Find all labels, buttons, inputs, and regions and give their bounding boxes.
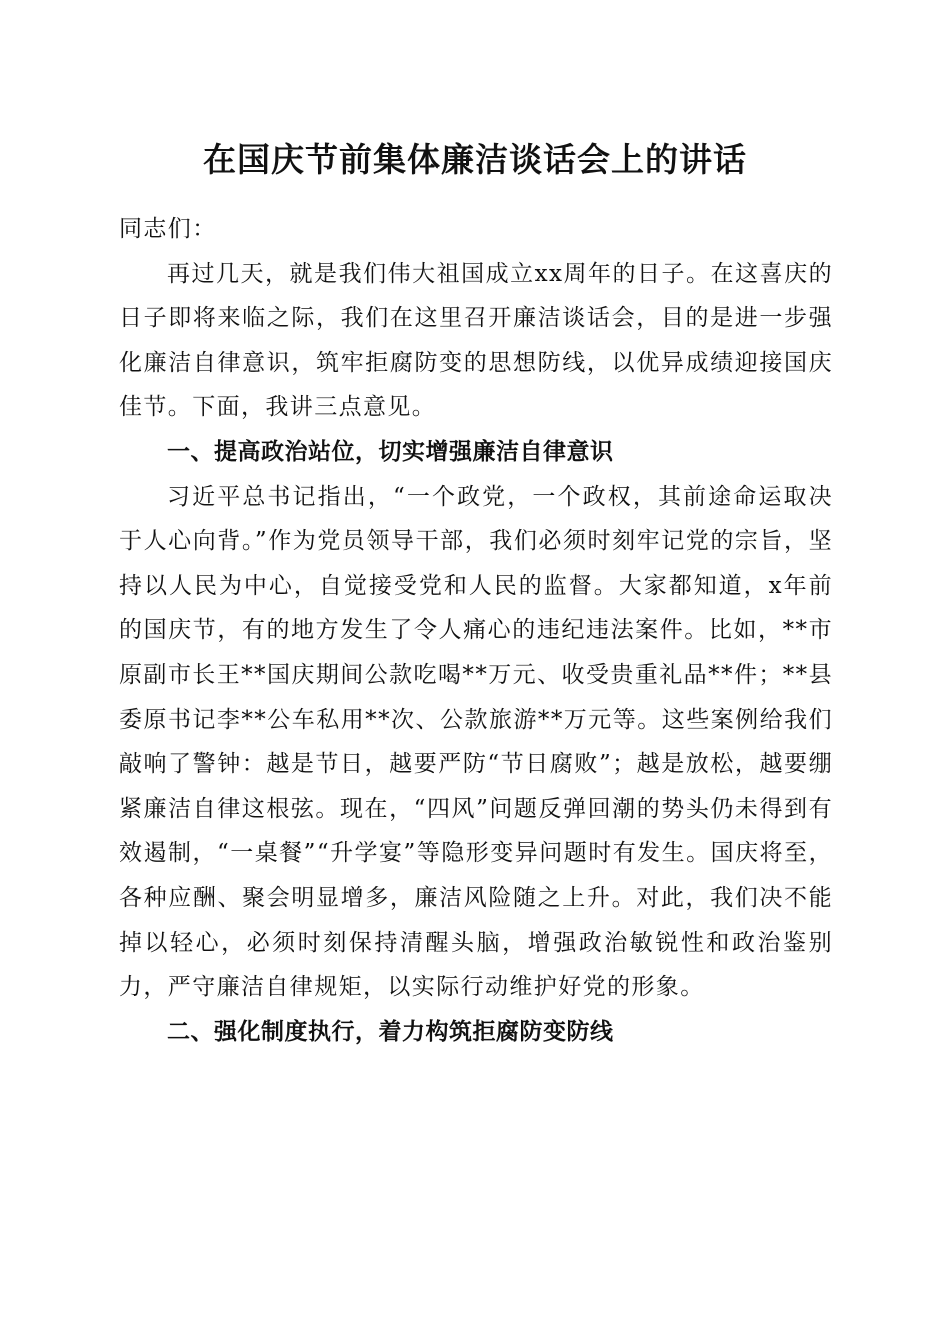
page-title: 在国庆节前集体廉洁谈话会上的讲话 (203, 140, 747, 179)
section-heading-1: 一、提高政治站位，切实增强廉洁自律意识 (167, 438, 614, 465)
greeting: 同志们： (119, 216, 217, 242)
section-heading-2: 二、强化制度执行，着力构筑拒腐防变防线 (167, 1018, 614, 1045)
intro-paragraph: 再过几天，就是我们伟大祖国成立xx周年的日子。在这喜庆的日子即将来临之际，我们在这里召开廉洁谈话会，目的是进一步强化廉洁自律意识，筑牢拒腐防变的思想防线，以优异成绩迎接国庆佳节。下面，我讲三点意见。 (119, 260, 833, 421)
document-body (119, 207, 833, 1054)
section-paragraph-1: 习近平总书记指出，“一个政党，一个政权，其前途命运取决于人心向背。”作为党员领导干部，我们必须时刻牢记党的宗旨，坚持以人民为中心，自觉接受党和人民的监督。大家都知道，x年前的国庆节，有的地方发生了令人痛心的违纪违法案件。比如，**市原副市长王**国庆期间公款吃喝**万元、收受贵重礼品**件；**县委原书记李**公车私用**次、公款旅游**万元等。这些案例给我们敲响了警钟：越是节日，越要严防“节日腐败”；越是放松，越要绷紧廉洁自律这根弦。现在，“四风”问题反弹回潮的势头仍未得到有效遏制，“一桌餐”“升学宴”等隐形变异问题时有发生。国庆将至，各种应酬、聚会明显增多，廉洁风险随之上升。对此，我们决不能掉以轻心，必须时刻保持清醒头脑，增强政治敏锐性和政治鉴别力，严守廉洁自律规矩，以实际行动维护好党的形象。 (119, 483, 833, 1001)
